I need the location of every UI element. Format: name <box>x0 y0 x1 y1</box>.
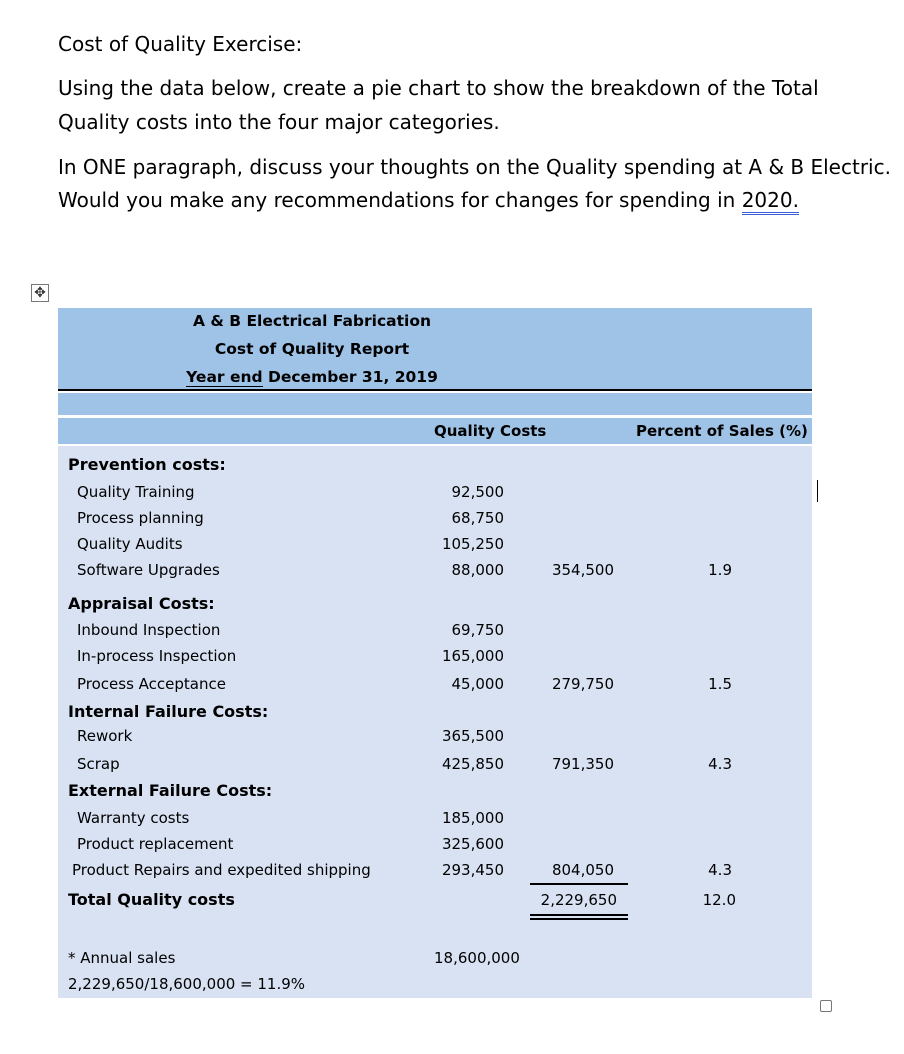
external-failure-percent: 4.3 <box>708 861 732 879</box>
period-rest: December 31, 2019 <box>262 368 438 386</box>
external-failure-subtotal: 804,050 <box>551 861 614 879</box>
prevention-percent: 1.9 <box>708 561 732 579</box>
total-label: Total Quality costs <box>68 890 235 909</box>
line-item-amount: 105,250 <box>441 535 504 553</box>
line-item-amount: 165,000 <box>441 647 504 665</box>
line-item-amount: 45,000 <box>451 675 504 693</box>
report-body <box>58 446 812 998</box>
header-rule <box>58 389 812 391</box>
line-item-amount: 425,850 <box>441 755 504 773</box>
instruction-line-2: Quality costs into the four major categories. <box>58 110 500 134</box>
annual-sales-value: 18,600,000 <box>434 949 520 967</box>
company-name: A & B Electrical Fabrication <box>192 312 432 330</box>
sales-calculation: 2,229,650/18,600,000 = 11.9% <box>68 975 306 993</box>
col-quality-costs: Quality Costs <box>434 422 547 440</box>
annual-sales-label: * Annual sales <box>68 949 176 967</box>
subtotal-rule <box>530 883 628 885</box>
report-title: Cost of Quality Report <box>214 340 410 358</box>
line-item-amount: 92,500 <box>451 483 504 501</box>
external-failure-label: External Failure Costs: <box>68 781 273 800</box>
col-percent-of-sales: Percent of Sales (%) <box>636 422 808 440</box>
line-item-name: Inbound Inspection <box>77 621 221 639</box>
total-double-rule-top <box>530 914 628 916</box>
line-item-name: Process planning <box>77 509 204 527</box>
period-underlined: Year end <box>186 368 263 386</box>
appraisal-label: Appraisal Costs: <box>68 594 215 613</box>
line-item-name: Scrap <box>77 755 120 773</box>
column-header-row <box>58 418 812 444</box>
instruction-line-4 <box>58 183 799 217</box>
line-item-amount: 293,450 <box>441 861 504 879</box>
line-item-name: Process Acceptance <box>77 675 226 693</box>
line-item-amount: 365,500 <box>441 727 504 745</box>
total-percent: 12.0 <box>702 891 736 909</box>
line-item-name: Quality Audits <box>77 535 183 553</box>
text-cursor <box>817 480 818 502</box>
total-amount: 2,229,650 <box>540 891 617 909</box>
line-item-amount: 69,750 <box>451 621 504 639</box>
line-item-name: Product replacement <box>77 835 234 853</box>
internal-failure-label: Internal Failure Costs: <box>68 702 269 721</box>
table-move-handle-icon[interactable]: ✥ <box>31 284 49 302</box>
line-item-name: Quality Training <box>77 483 195 501</box>
table-resize-handle[interactable] <box>820 1000 832 1012</box>
spacer-row <box>58 393 812 415</box>
prevention-subtotal: 354,500 <box>551 561 614 579</box>
line-item-name: In-process Inspection <box>77 647 237 665</box>
appraisal-subtotal: 279,750 <box>551 675 614 693</box>
total-double-rule-bottom <box>530 918 628 920</box>
line-item-amount: 185,000 <box>441 809 504 827</box>
line-item-amount: 88,000 <box>451 561 504 579</box>
line-item-name: Software Upgrades <box>77 561 220 579</box>
line-item-name: Warranty costs <box>77 809 190 827</box>
line-item-name: Product Repairs and expedited shipping <box>72 861 371 879</box>
instruction-line-1: Using the data below, create a pie chart to show the breakdown of the Total <box>58 76 819 100</box>
year-underlined: 2020. <box>742 188 799 215</box>
exercise-title: Cost of Quality Exercise: <box>58 32 303 56</box>
line-item-name: Rework <box>77 727 133 745</box>
internal-failure-percent: 4.3 <box>708 755 732 773</box>
instruction-line-3: In ONE paragraph, discuss your thoughts on the Quality spending at A & B Electric. <box>58 155 891 179</box>
report-period <box>0 368 689 386</box>
line-item-amount: 68,750 <box>451 509 504 527</box>
report-header <box>58 308 812 390</box>
appraisal-percent: 1.5 <box>708 675 732 693</box>
prevention-label: Prevention costs: <box>68 455 226 474</box>
internal-failure-subtotal: 791,350 <box>551 755 614 773</box>
instruction-line-4-text: Would you make any recommendations for changes for spending in <box>58 188 742 212</box>
line-item-amount: 325,600 <box>441 835 504 853</box>
